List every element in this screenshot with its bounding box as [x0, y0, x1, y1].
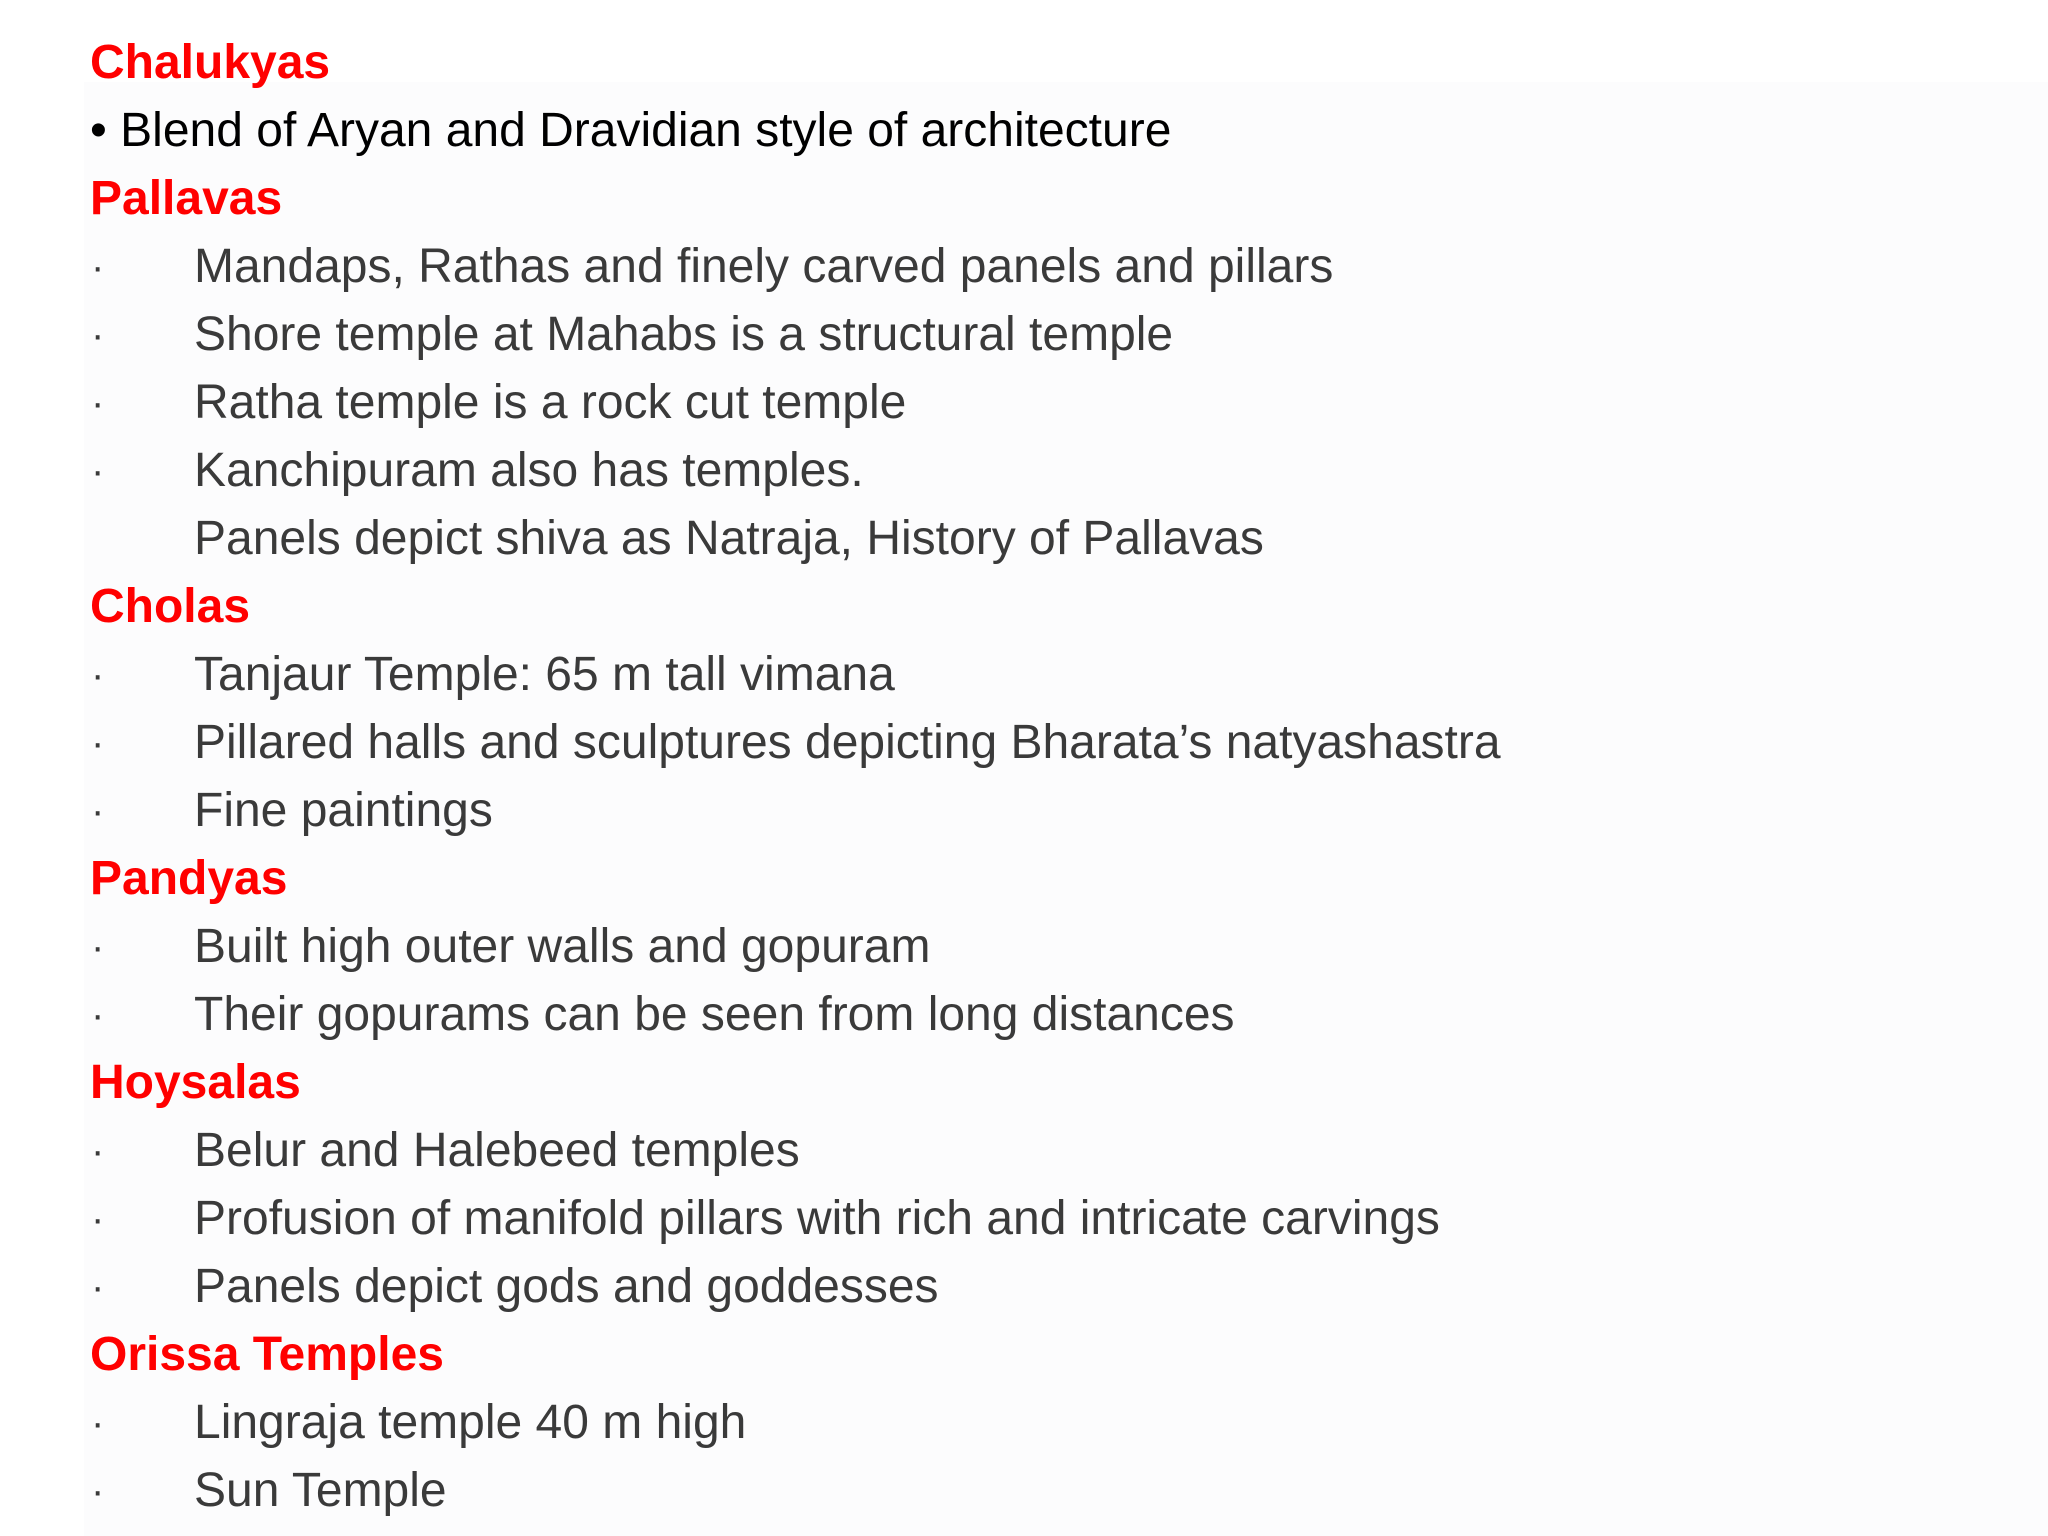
bullet-dot: · [91, 1265, 105, 1309]
bullet-dot: · [91, 1401, 105, 1445]
bullet-dot: · [91, 653, 105, 697]
list-item-text: Pillared halls and sculptures depicting Bharata’s natyashastra [194, 716, 1501, 769]
bullet-dot: · [91, 993, 105, 1037]
list-item-text: Tanjaur Temple: 65 m tall vimana [194, 648, 895, 701]
bullet-dot: · [91, 1469, 105, 1513]
list-item-text: Shore temple at Mahabs is a structural temple [194, 308, 1174, 361]
section-heading-orissa-temples: Orissa Temples [90, 1328, 444, 1381]
list-item-text: Mandaps, Rathas and finely carved panels and pillars [194, 240, 1334, 293]
bullet-dot: · [91, 313, 105, 357]
bullet-dot: · [91, 449, 105, 493]
list-item-text: Belur and Halebeed temples [194, 1124, 800, 1177]
bullet-dot: · [91, 789, 105, 833]
bullet-dot: · [91, 381, 105, 425]
section-heading-chalukyas: Chalukyas [90, 36, 331, 89]
bullet-dot: · [91, 721, 105, 765]
list-item-text: Fine paintings [194, 784, 493, 837]
list-item-text: Ratha temple is a rock cut temple [194, 376, 907, 429]
bullet-dot: · [91, 245, 105, 289]
section-heading-cholas: Cholas [90, 580, 251, 633]
intro-line-chalukyas: • Blend of Aryan and Dravidian style of architecture [90, 104, 1172, 157]
bullet-dot: · [91, 1197, 105, 1241]
section-heading-pandyas: Pandyas [90, 852, 288, 905]
list-item-text: Panels depict gods and goddesses [194, 1260, 939, 1313]
note-text: Panels depict shiva as Natraja, History of Pallavas [194, 512, 1264, 565]
list-item-text: Sun Temple [194, 1464, 447, 1517]
list-item-text: Their gopurams can be seen from long distances [194, 988, 1235, 1041]
list-item-text: Built high outer walls and gopuram [194, 920, 931, 973]
bullet-dot: · [91, 925, 105, 969]
bullet-dot: · [91, 1129, 105, 1173]
list-item-text: Lingraja temple 40 m high [194, 1396, 747, 1449]
section-heading-pallavas: Pallavas [90, 172, 283, 225]
list-item-text: Kanchipuram also has temples. [194, 444, 864, 497]
section-heading-hoysalas: Hoysalas [90, 1056, 301, 1109]
list-item-text: Profusion of manifold pillars with rich and intricate carvings [194, 1192, 1440, 1245]
